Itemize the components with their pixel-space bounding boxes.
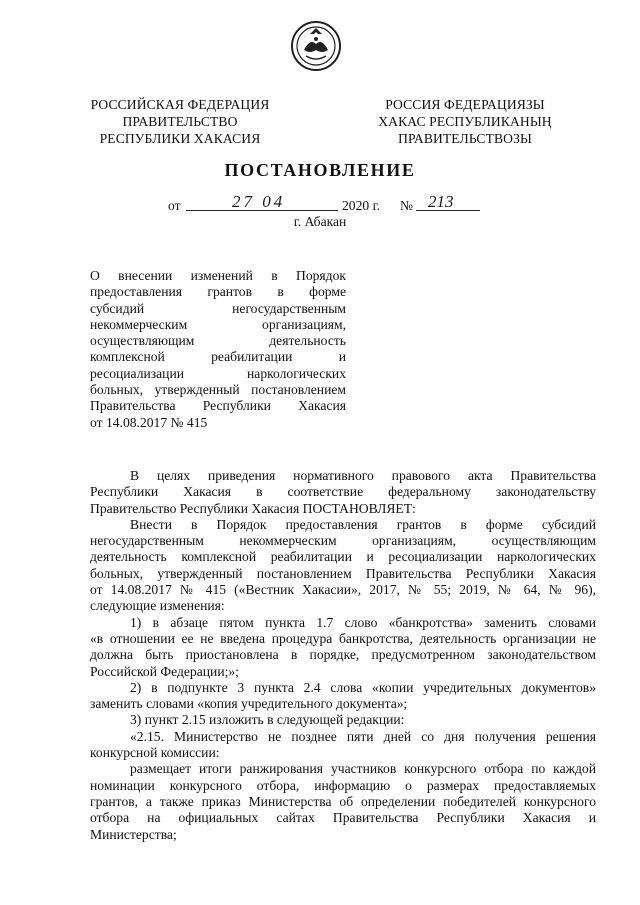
- body-line: Правительство Республики Хакасия ПОСТАНОВЛЯЕТ:: [90, 500, 416, 516]
- body-line: должна быть приостановлена в порядке, предусмотренном законодательством: [90, 647, 596, 663]
- body-text: [90, 468, 596, 843]
- document-title: ПОСТАНОВЛЕНИЕ: [224, 160, 416, 180]
- city-label: г. Абакан: [293, 214, 347, 229]
- handwritten-date: 27 04: [232, 192, 286, 211]
- body-line: 3) пункт 2.15 изложить в следующей редакции:: [130, 712, 405, 728]
- handwritten-number: 213: [428, 192, 454, 211]
- subject-line: Правительства Республики Хакасия: [90, 398, 346, 414]
- body-line: грантов, а также приказ Министерства об определении победителей конкурсного: [90, 793, 596, 809]
- subject-line: субсидий негосударственным: [90, 300, 346, 316]
- subject-line: предоставления грантов в форме: [90, 284, 346, 300]
- body-line: Министерства;: [90, 826, 177, 842]
- number-sign: №: [400, 198, 413, 213]
- body-line: 2) в подпункте 3 пункта 2.4 слова «копии учредительных документов»: [130, 679, 596, 695]
- body-line: размещает итоги ранжирования участников конкурсного отбора по каждой: [130, 761, 596, 777]
- body-line: Республики Хакасия в соответствие федеральному законодательству: [90, 484, 596, 500]
- body-line: негосударственным некоммерческим организациям, осуществляющим: [90, 533, 596, 549]
- header-left-line: ПРАВИТЕЛЬСТВО: [122, 114, 238, 129]
- body-line: отбора на официальных сайтах Правительства Республики Хакасия и: [90, 810, 596, 826]
- body-line: 1) в абзаце пятом пункта 1.7 слово «банкротства» заменить словами: [130, 614, 596, 630]
- body-line: от 14.08.2017 № 415 («Вестник Хакасии», 2017, № 55; 2019, № 64, № 96),: [90, 582, 596, 598]
- body-line: следующие изменения:: [90, 598, 225, 614]
- subject-line: комплексной реабилитации и: [90, 349, 346, 365]
- header-left-line: РОССИЙСКАЯ ФЕДЕРАЦИЯ: [90, 97, 270, 112]
- subject-line: некоммерческим организациям,: [90, 316, 346, 332]
- body-line: заменить словами «копия учредительного документа»;: [90, 696, 408, 712]
- header-right-line: РОССИЯ ФЕДЕРАЦИЯЗЫ: [385, 97, 545, 112]
- subject-block: [90, 268, 346, 431]
- header-left-line: РЕСПУБЛИКИ ХАКАСИЯ: [99, 131, 261, 146]
- coat-of-arms-emblem: [290, 20, 342, 72]
- subject-line: от 14.08.2017 № 415: [90, 414, 208, 430]
- body-line: конкурсной комиссии:: [90, 745, 220, 761]
- date-number-line: [0, 194, 640, 214]
- subject-line: ресоциализации наркологических: [90, 365, 346, 381]
- date-prefix: от: [168, 198, 181, 213]
- body-line: «2.15. Министерство не позднее пяти дней со дня получения решения: [130, 728, 596, 744]
- subject-line: осуществляющим деятельность: [90, 333, 346, 349]
- body-line: Внести в Порядок предоставления грантов в форме субсидий: [130, 516, 596, 532]
- subject-line: О внесении изменений в Порядок: [90, 268, 346, 283]
- body-line: «в отношении ее не введена процедура банкротства, деятельность организации не: [90, 630, 596, 646]
- body-line: номинации конкурсного отбора, информацию о размерах предоставляемых: [90, 777, 596, 793]
- body-line: В целях приведения нормативного правового акта Правительства: [130, 468, 596, 483]
- header-left: [80, 96, 280, 147]
- year-label: 2020 г.: [342, 198, 381, 213]
- body-line: Российской Федерации;»;: [90, 663, 239, 679]
- body-line: деятельность комплексной реабилитации и ресоциализации наркологических: [90, 549, 596, 565]
- body-line: больных, утвержденный постановлением Правительства Республики Хакасия: [90, 565, 596, 581]
- header-right: [360, 96, 570, 147]
- header-right-line: ХАКАС РЕСПУБЛИКАНЫҢ: [378, 114, 552, 129]
- subject-line: больных, утвержденный постановлением: [90, 382, 346, 398]
- header-right-line: ПРАВИТЕЛЬСТВОЗЫ: [398, 131, 532, 146]
